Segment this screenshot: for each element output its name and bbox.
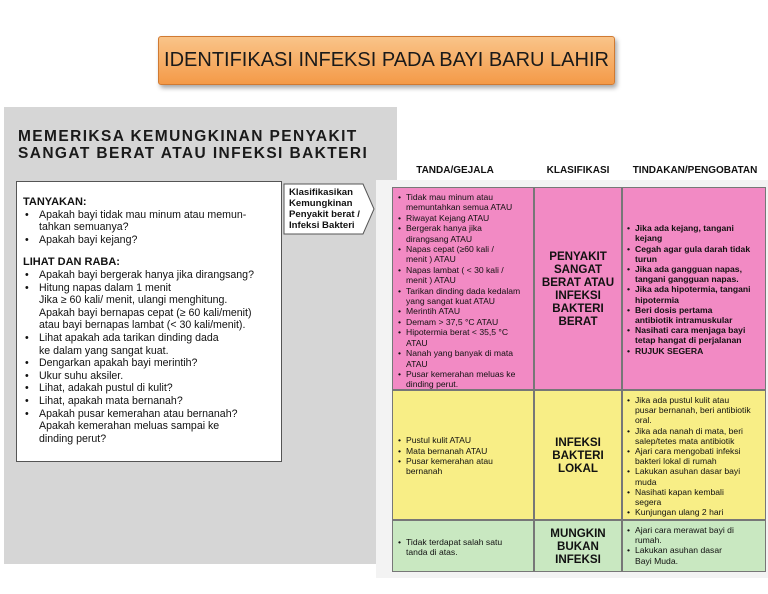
ask-item: • Apakah bayi kejang? <box>23 234 275 247</box>
sign-item: • Napas lambat ( < 30 kali / menit ) ATAU <box>397 265 530 286</box>
look-list <box>23 269 275 445</box>
sign-item: • Merintih ATAU <box>397 306 530 316</box>
sign-item: • Demam > 37,5 °C ATAU <box>397 317 530 327</box>
treatment-item: • Jika ada gangguan napas, tangani gangguan napas. <box>626 264 751 284</box>
classification-table <box>376 160 768 578</box>
signs-cell-none <box>392 520 534 572</box>
treatment-item: • Ajari cara mengobati infeksi bakteri lokal di rumah <box>626 446 762 466</box>
section-title-line-1: MEMERIKSA KEMUNGKINAN PENYAKIT <box>18 128 358 145</box>
section-title <box>18 128 388 162</box>
ask-list <box>23 209 275 247</box>
treatment-item: • Jika ada pustul kulit atau pusar bernanah, beri antibiotik oral. <box>626 395 762 426</box>
treatment-item: • RUJUK SEGERA <box>626 346 751 356</box>
ask-heading: TANYAKAN: <box>23 196 87 208</box>
sign-item: • Hipotermia berat < 35,5 °C ATAU <box>397 327 530 348</box>
treatment-item: • Jika ada kejang, tangani kejang <box>626 223 751 243</box>
sign-item: • Napas cepat (≥60 kali / menit ) ATAU <box>397 244 530 265</box>
sign-item: • Nanah yang banyak di mata ATAU <box>397 348 530 369</box>
look-item: • Hitung napas dalam 1 menit Jika ≥ 60 kali/ menit, ulangi menghitung. Apakah bayi bernapas cepat (≥ 60 kali/menit) atau bayi bernapas lambat (< 30 kali/menit). <box>23 282 275 332</box>
treatment-item: • Nasihati kapan kembali segera <box>626 487 762 507</box>
look-item: • Dengarkan apakah bayi merintih? <box>23 357 275 370</box>
treatment-item: • Kunjungan ulang 2 hari <box>626 507 762 517</box>
sign-item: • Tidak mau minum atau memuntahkan semua ATAU <box>397 192 530 213</box>
treatment-cell-local <box>622 390 766 520</box>
header-tindakan: TINDAKAN/PENGOBATAN <box>632 164 758 176</box>
sign-item: • Pusar kemerahan atau bernanah <box>397 456 493 477</box>
treatment-item: • Ajari cara merawat bayi di rumah. <box>626 525 762 545</box>
look-item: • Lihat apakah ada tarikan dinding dada ke dalam yang sangat kuat. <box>23 332 275 357</box>
treatment-item: • Nasihati cara menjaga bayi tetap hangat di perjalanan <box>626 325 751 345</box>
treatment-item: • Beri dosis pertama antibiotik intramuskular <box>626 305 751 325</box>
signs-cell-severe <box>392 187 534 390</box>
sign-item: • Tidak terdapat salah satu tanda di atas. <box>397 537 502 558</box>
look-item: • Apakah bayi bergerak hanya jika dirangsang? <box>23 269 275 282</box>
title-banner <box>158 36 615 85</box>
treatment-item: • Jika ada hipotermia, tangani hipotermia <box>626 284 751 304</box>
sign-item: • Bergerak hanya jika dirangsang ATAU <box>397 223 530 244</box>
look-item: • Lihat, adakah pustul di kulit? <box>23 382 275 395</box>
sign-item: • Riwayat Kejang ATAU <box>397 213 530 223</box>
sign-item: • Pusar kemerahan meluas ke dinding perut. <box>397 369 530 390</box>
section-title-line-2: SANGAT BERAT ATAU INFEKSI BAKTERI <box>18 145 369 162</box>
ask-item: • Apakah bayi tidak mau minum atau memun- tahkan semuanya? <box>23 209 275 234</box>
classification-local: INFEKSI BAKTERI LOKAL <box>534 390 622 520</box>
assessment-box <box>16 181 282 462</box>
look-item: • Apakah pusar kemerahan atau bernanah? Apakah kemerahan meluas sampai ke dinding perut? <box>23 408 275 446</box>
treatment-item: • Jika ada nanah di mata, beri salep/tetes mata antibiotik <box>626 426 762 446</box>
classify-arrow-label: Klasifikasikan Kemungkinan Penyakit berat / Infeksi Bakteri <box>289 187 360 231</box>
look-heading: LIHAT DAN RABA: <box>23 256 120 269</box>
page-title: IDENTIFIKASI INFEKSI PADA BAYI BARU LAHIR <box>164 49 609 71</box>
look-item: • Ukur suhu aksiler. <box>23 370 275 383</box>
treatment-item: • Cegah agar gula darah tidak turun <box>626 244 751 264</box>
treatment-cell-none <box>622 520 766 572</box>
header-klasifikasi: KLASIFIKASI <box>546 164 610 176</box>
look-item: • Lihat, apakah mata bernanah? <box>23 395 275 408</box>
classification-none: MUNGKIN BUKAN INFEKSI <box>534 520 622 572</box>
signs-cell-local <box>392 390 534 520</box>
header-tanda: TANDA/GEJALA <box>416 164 494 176</box>
sign-item: • Tarikan dinding dada kedalam yang sangat kuat ATAU <box>397 286 530 307</box>
sign-item: • Pustul kulit ATAU <box>397 435 493 445</box>
treatment-item: • Lakukan asuhan dasar bayi muda <box>626 466 762 486</box>
treatment-cell-severe <box>622 187 766 390</box>
treatment-item: • Lakukan asuhan dasar Bayi Muda. <box>626 545 762 565</box>
sign-item: • Mata bernanah ATAU <box>397 446 493 456</box>
classification-severe: PENYAKIT SANGAT BERAT ATAU INFEKSI BAKTERI BERAT <box>534 187 622 390</box>
